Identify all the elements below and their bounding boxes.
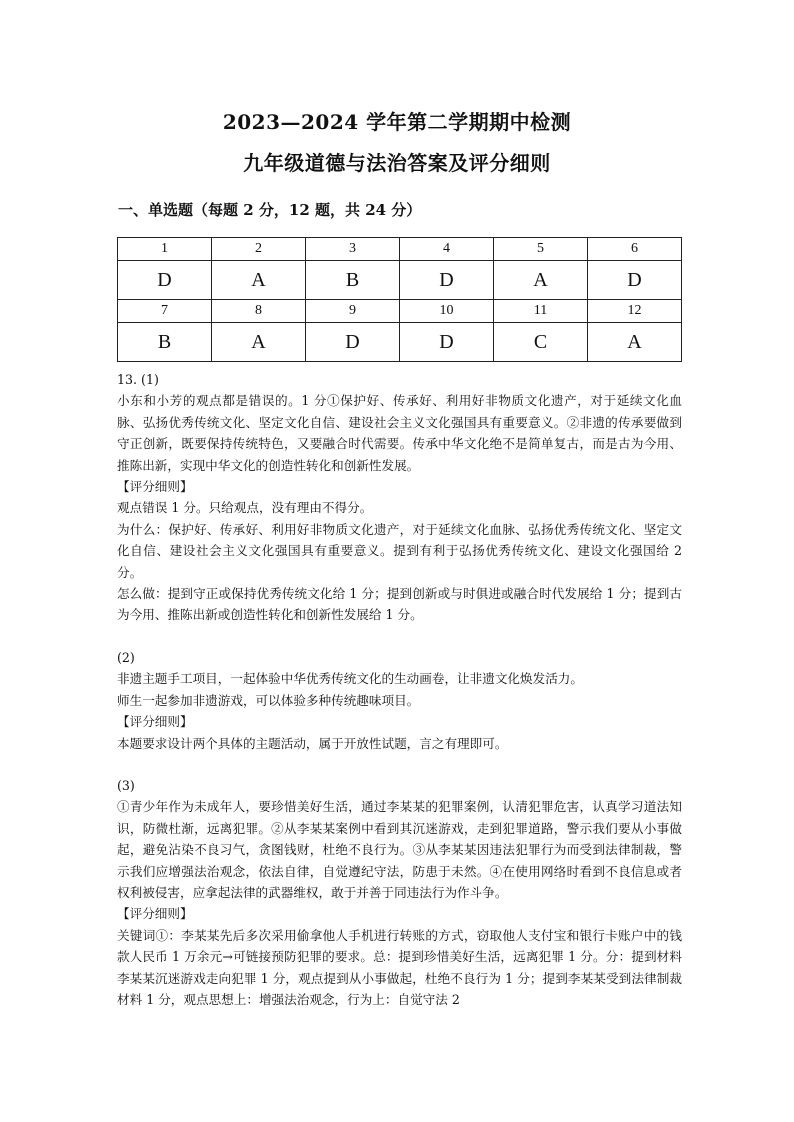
answer-cell: C — [494, 323, 588, 362]
answer-row — [118, 323, 682, 362]
answer-cell: A — [588, 323, 682, 362]
question-number-cell: 3 — [306, 238, 400, 261]
question-number-cell: 4 — [400, 238, 494, 261]
rubric-paragraph: 本题要求设计两个具体的主题活动，属于开放性试题，言之有理即可。 — [117, 735, 508, 751]
answer-cell: B — [306, 261, 400, 300]
rubric-title: 【评分细则】 — [117, 714, 193, 730]
question-number-cell: 11 — [494, 300, 588, 323]
answer-cell: D — [118, 261, 212, 300]
question-number-cell: 1 — [118, 238, 212, 261]
question-label: (3) — [117, 777, 135, 793]
answer-paragraph: 非遗主题手工项目，一起体验中华优秀传统文化的生动画卷，让非遗文化焕发活力。 — [117, 671, 583, 687]
rubric-paragraph: 怎么做：提到守正或保持优秀传统文化给 1 分；提到创新或与时俱进或融合时代发展给 1 分；提到古为今用、推陈出新或创造性转化和创新性发展给 1 分。 — [117, 586, 682, 623]
question-number-row — [118, 300, 682, 323]
question-number-cell: 9 — [306, 300, 400, 323]
answer-cell: A — [212, 323, 306, 362]
answer-paragraph: 师生一起参加非遗游戏，可以体验多种传统趣味项目。 — [117, 692, 420, 708]
question-number-row — [118, 238, 682, 261]
section-heading-multiple-choice: 一、单选题（每题 2 分，12 题，共 24 分） — [118, 201, 422, 219]
rubric-title: 【评分细则】 — [117, 906, 193, 922]
page-title-line-2: 九年级道德与法治答案及评分细则 — [243, 151, 551, 175]
rubric-paragraph: 为什么：保护好、传承好、利用好非物质文化遗产，对于延续文化血脉、弘扬优秀传统文化、坚定文化自信、建设社会主义文化强国具有重要意义。提到有利于弘扬优秀传统文化、建设文化强国给 2 分。 — [117, 521, 682, 580]
answer-paragraph: ①青少年作为未成年人，要珍惜美好生活，通过李某某的犯罪案例，认清犯罪危害，认真学习道法知识，防微杜渐，远离犯罪。②从李某某案例中看到其沉迷游戏，走到犯罪道路，警示我们要从小事做起，避免沾染不良习气，贪图钱财，杜绝不良行为。③从李某某因违法犯罪行为而受到法律制裁，警示我们应增强法治观念，依法自律，自觉遵纪守法，防患于未然。④在使用网络时看到不良信息或者权利被侵害，应拿起法律的武器维权，敢于并善于同违法行为作斗争。 — [117, 799, 682, 900]
spacer — [117, 754, 682, 775]
question-number-cell: 7 — [118, 300, 212, 323]
question-number-cell: 8 — [212, 300, 306, 323]
answer-table — [117, 237, 682, 362]
answer-row — [118, 261, 682, 300]
answer-cell: D — [306, 323, 400, 362]
answer-cell: B — [118, 323, 212, 362]
page-title-line-1: 2023—2024 学年第二学期期中检测 — [222, 110, 572, 134]
question-number-cell: 10 — [400, 300, 494, 323]
question-number-cell: 12 — [588, 300, 682, 323]
answer-cell: D — [400, 261, 494, 300]
question-label: 13. (1) — [117, 372, 159, 387]
question-number-cell: 5 — [494, 238, 588, 261]
question-number-cell: 6 — [588, 238, 682, 261]
spacer — [117, 626, 682, 647]
answer-cell: D — [588, 261, 682, 300]
answer-cell: D — [400, 323, 494, 362]
answer-paragraph: 小东和小芳的观点都是错误的。1 分①保护好、传承好、利用好非物质文化遗产，对于延续文化血脉、弘扬优秀传统文化、坚定文化自信、建设社会主义文化强国具有重要意义。②非遗的传承要做到守正创新，既要保持传统特色，又要融合时代需要。传承中华文化绝不是简单复古，而是古为今用、推陈出新，实现中华文化的创造性转化和创新性发展。 — [117, 393, 682, 473]
answer-cell: A — [494, 261, 588, 300]
answer-cell: A — [212, 261, 306, 300]
question-label: (2) — [117, 649, 135, 665]
rubric-paragraph: 观点错误 1 分。只给观点，没有理由不得分。 — [117, 500, 373, 516]
question-number-cell: 2 — [212, 238, 306, 261]
rubric-paragraph: 关键词①：李某某先后多次采用偷拿他人手机进行转账的方式，窃取他人支付宝和银行卡账户中的钱款人民币 1 万余元→可链接预防犯罪的要求。总：提到珍惜美好生活，远离犯罪 1 分。分：提到材料李某某沉迷游戏走向犯罪 1 分，观点提到从小事做起，杜绝不良行为 1 分；提到李某某受到法律制裁 材料 1 分，观点思想上：增强法治观念，行为上：自觉守法 2 — [117, 927, 682, 1007]
question-13-body — [117, 369, 682, 1010]
rubric-title: 【评分细则】 — [117, 479, 193, 495]
